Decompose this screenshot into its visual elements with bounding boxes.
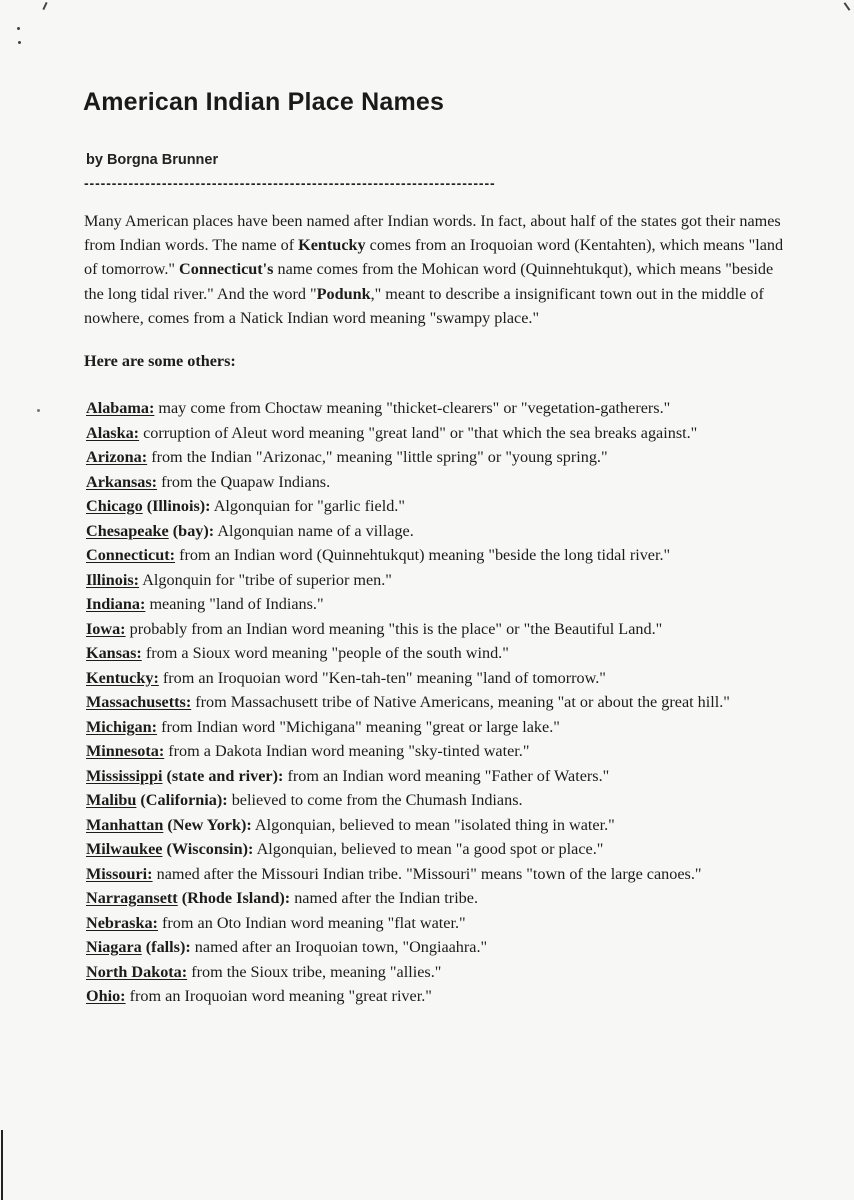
intro-bold-kentucky: Kentucky xyxy=(298,236,366,255)
dashed-rule: -------------------------------------------------------------------------- xyxy=(84,175,496,191)
page-title: American Indian Place Names xyxy=(83,88,445,116)
list-item xyxy=(86,837,826,862)
place-description: from Massachusett tribe of Native Americans, meaning "at or about the great hill." xyxy=(191,693,730,711)
place-name: Iowa: xyxy=(86,619,126,638)
place-name: Chesapeake xyxy=(86,521,169,540)
place-name: Kentucky: xyxy=(86,668,159,687)
intro-text: comes from an Iroquoian word (Kentahten), which means "land of tomorrow." xyxy=(84,236,784,279)
list-item xyxy=(86,617,826,642)
place-description: from an Oto Indian word meaning "flat water." xyxy=(157,913,466,932)
scan-dot xyxy=(18,41,21,44)
list-item xyxy=(86,788,826,813)
scan-mark xyxy=(844,2,851,11)
list-item xyxy=(86,543,826,568)
intro-text: ," meant to describe a insignificant town out in the middle of nowhere, comes from a Natick Indian word meaning "swampy place." xyxy=(84,284,764,327)
place-description: Algonquian name of a village. xyxy=(214,521,414,540)
list-item xyxy=(86,960,826,985)
list-item xyxy=(86,862,826,887)
list-item xyxy=(86,592,826,617)
place-name: Minnesota: xyxy=(86,742,165,760)
list-item xyxy=(86,519,826,544)
place-description: may come from Choctaw meaning "thicket-clearers" or "vegetation-gatherers." xyxy=(154,399,671,417)
scan-mark xyxy=(42,2,47,10)
intro-text: Many American places have been named after Indian words. In fact, about half of the states got their names from Indian words. The name of xyxy=(84,212,781,255)
place-name: Chicago xyxy=(86,497,143,515)
place-name: Alabama: xyxy=(86,399,155,417)
place-name: Illinois: xyxy=(86,570,140,589)
place-description: from an Indian word meaning "Father of Waters." xyxy=(283,766,610,785)
place-description: named after the Indian tribe. xyxy=(290,889,479,907)
byline: by Borgna Brunner xyxy=(86,152,219,168)
place-description: corruption of Aleut word meaning "great land" or "that which the sea breaks against." xyxy=(139,423,698,442)
place-name: Connecticut: xyxy=(86,546,176,564)
place-description: named after an Iroquoian town, "Ongiaahra." xyxy=(190,938,488,956)
place-qualifier: (Wisconsin): xyxy=(162,840,254,858)
place-description: Algonquian, believed to mean "isolated thing in water." xyxy=(251,815,615,834)
place-qualifier: (bay): xyxy=(168,521,215,540)
place-name: Nebraska: xyxy=(86,913,158,932)
place-name: Ohio: xyxy=(86,987,126,1005)
place-description: Algonquin for "tribe of superior men." xyxy=(139,570,392,589)
place-name: Alaska: xyxy=(86,423,140,442)
place-name: Mississippi xyxy=(86,766,163,785)
others-heading: Here are some others: xyxy=(84,352,236,370)
intro-paragraph xyxy=(84,209,784,330)
place-qualifier: (falls): xyxy=(141,938,191,956)
place-description: from an Indian word (Quinnehtukqut) meaning "beside the long tidal river." xyxy=(175,546,671,564)
place-description: from the Indian "Arizonac," meaning "little spring" or "young spring." xyxy=(147,448,608,466)
place-name: North Dakota: xyxy=(86,962,188,981)
list-item xyxy=(86,470,826,495)
list-item xyxy=(86,984,826,1009)
place-qualifier: (state and river): xyxy=(162,766,284,785)
place-name: Michigan: xyxy=(86,717,158,736)
place-name: Niagara xyxy=(86,938,142,956)
place-description: from the Quapaw Indians. xyxy=(157,472,331,491)
place-name: Milwaukee xyxy=(86,840,163,858)
place-description: from Indian word "Michigana" meaning "great or large lake." xyxy=(157,717,560,736)
place-description: named after the Missouri Indian tribe. "Missouri" means "town of the large canoes." xyxy=(152,864,702,883)
place-qualifier: (Illinois): xyxy=(142,497,211,515)
place-description: from a Sioux word meaning "people of the south wind." xyxy=(141,644,509,662)
place-qualifier: (California): xyxy=(136,791,228,809)
list-item xyxy=(86,739,826,764)
place-description: probably from an Indian word meaning "this is the place" or "the Beautiful Land." xyxy=(125,619,663,638)
list-item xyxy=(86,666,826,691)
place-name: Missouri: xyxy=(86,864,153,883)
place-name: Arizona: xyxy=(86,448,148,466)
scan-dot xyxy=(17,27,20,30)
place-name: Arkansas: xyxy=(86,472,158,491)
list-item xyxy=(86,911,826,936)
place-description: meaning "land of Indians." xyxy=(145,595,324,613)
intro-bold-connecticut: Connecticut's xyxy=(179,260,274,279)
place-description: Algonquian for "garlic field." xyxy=(210,497,405,515)
place-name: Narragansett xyxy=(86,889,178,907)
intro-text: name comes from the Mohican word (Quinnehtukqut), which means "beside the long tidal river." And the word " xyxy=(84,260,774,303)
place-name: Indiana: xyxy=(86,595,146,613)
intro-bold-podunk: Podunk xyxy=(316,284,371,303)
place-name: Kansas: xyxy=(86,644,142,662)
place-name: Malibu xyxy=(86,791,137,809)
list-item xyxy=(86,886,826,911)
list-item xyxy=(86,813,826,838)
list-item xyxy=(86,421,826,446)
list-item xyxy=(86,494,826,519)
list-item xyxy=(86,764,826,789)
scan-edge-line xyxy=(1,1130,3,1200)
list-item xyxy=(86,690,826,715)
list-item xyxy=(86,715,826,740)
place-qualifier: (New York): xyxy=(163,815,252,834)
list-item xyxy=(86,445,826,470)
list-item xyxy=(86,568,826,593)
list-item xyxy=(86,935,826,960)
place-description: from the Sioux tribe, meaning "allies." xyxy=(187,962,442,981)
place-description: from a Dakota Indian word meaning "sky-tinted water." xyxy=(164,742,530,760)
scan-dot xyxy=(37,409,40,412)
place-name-list xyxy=(86,396,826,1009)
place-description: from an Iroquoian word meaning "great river." xyxy=(125,987,432,1005)
list-item xyxy=(86,641,826,666)
place-description: from an Iroquoian word "Ken-tah-ten" meaning "land of tomorrow." xyxy=(158,668,606,687)
place-name: Manhattan xyxy=(86,815,164,834)
list-item xyxy=(86,396,826,421)
place-description: Algonquian, believed to mean "a good spot or place." xyxy=(253,840,604,858)
place-name: Massachusetts: xyxy=(86,693,192,711)
place-description: believed to come from the Chumash Indians. xyxy=(227,791,523,809)
place-qualifier: (Rhode Island): xyxy=(177,889,291,907)
